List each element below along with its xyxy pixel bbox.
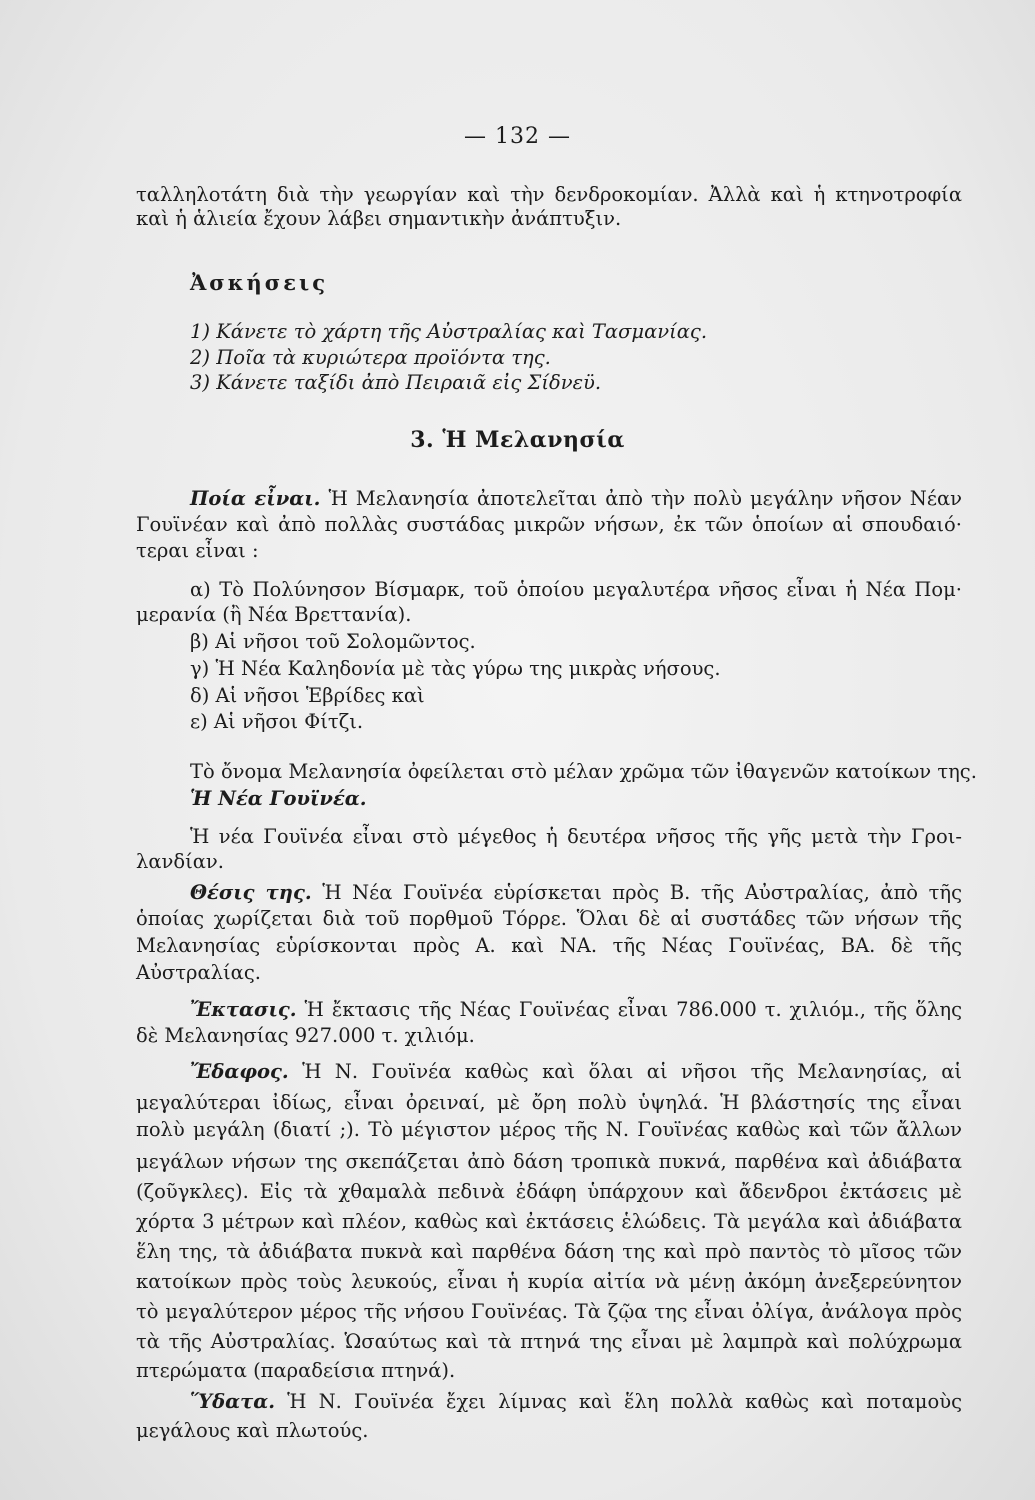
- text-line: τεραι εἶναι :: [136, 539, 259, 562]
- paragraph-line: [190, 998, 962, 1022]
- list-item: α) Τὸ Πολύνησον Βίσμαρκ, τοῦ ὁποίου μεγαλυτέρα νῆσος εἶναι ἡ Νέα Πομ·: [190, 578, 962, 601]
- paragraph-line: [190, 487, 962, 511]
- text-line: ἕλη της, τὰ ἀδιάβατα πυκνὰ καὶ παρθένα δάση της καὶ πρὸ παντὸς τὸ μῖσος τῶν: [136, 1240, 962, 1263]
- text-line: λανδίαν.: [136, 850, 224, 873]
- text-line: Αὐστραλίας.: [136, 961, 261, 984]
- paragraph-text: Ἡ ἔκτασις τῆς Νέας Γουϊνέας εἶναι 786.000 τ. χιλιόμ., τῆς ὅλης: [304, 998, 962, 1021]
- paragraph-lead: Ἔδαφος.: [190, 1060, 289, 1083]
- paragraph-text: Ἡ Μελανησία ἀποτελεῖται ἀπὸ τὴν πολὺ μεγάλην νῆσον Νέαν: [328, 487, 962, 510]
- exercise-item: 2) Ποῖα τὰ κυριώτερα προϊόντα της.: [190, 346, 551, 369]
- list-item: γ) Ἡ Νέα Καληδονία μὲ τὰς γύρω της μικρὰς νήσους.: [190, 657, 721, 680]
- text-line: κατοίκων πρὸς τοὺς λευκούς, εἶναι ἡ κυρία αἰτία νὰ μένῃ ἀκόμη ἀνεξερεύνητον: [136, 1270, 962, 1293]
- text-line: πολὺ μεγάλη (διατί ;). Τὸ μέγιστον μέρος τῆς Ν. Γουϊνέας καθὼς καὶ τῶν ἄλλων: [136, 1118, 962, 1141]
- paragraph-lead: Ὕδατα.: [190, 1390, 276, 1413]
- text-line: Γουϊνέαν καὶ ἀπὸ πολλὰς συστάδας μικρῶν νήσων, ἐκ τῶν ὁποίων αἱ σπουδαιό·: [136, 513, 962, 536]
- text-line: μεγαλύτεραι ἰδίως, εἶναι ὀρειναί, μὲ ὄρη πολὺ ὑψηλά. Ἡ βλάστησίς της εἶναι: [136, 1091, 962, 1114]
- text-line: τὰ τῆς Αὐστραλίας. Ὡσαύτως καὶ τὰ πτηνά της εἶναι μὲ λαμπρὰ καὶ πολύχρωμα: [136, 1330, 962, 1353]
- paragraph-text: Ἡ Νέα Γουϊνέα εὑρίσκεται πρὸς Β. τῆς Αὐστραλίας, ἀπὸ τῆς: [322, 881, 962, 904]
- list-item-continuation: μερανία (ἢ Νέα Βρεττανία).: [136, 603, 412, 626]
- text-line: χόρτα 3 μέτρων καὶ πλέον, καθὼς καὶ ἐκτάσεις ἑλώδεις. Τὰ μεγάλα καὶ ἀδιάβατα: [136, 1210, 962, 1233]
- text-line: μεγάλους καὶ πλωτούς.: [136, 1419, 369, 1442]
- section-title: 3. Ἡ Μελανησία: [410, 427, 625, 453]
- paragraph-lead: Θέσις της.: [190, 881, 312, 904]
- paragraph-line: [190, 1390, 962, 1414]
- text-line: Τὸ ὄνομα Μελανησία ὀφείλεται στὸ μέλαν χρῶμα τῶν ἰθαγενῶν κατοίκων της.: [190, 760, 977, 783]
- text-line: Μελανησίας εὑρίσκονται πρὸς Α. καὶ ΝΑ. τῆς Νέας Γουϊνέας, ΒΑ. δὲ τῆς: [136, 934, 962, 957]
- paragraph-text: Ἡ Ν. Γουϊνέα ἔχει λίμνας καὶ ἕλη πολλὰ καθὼς καὶ ποταμοὺς: [287, 1390, 962, 1413]
- paragraph-line: [190, 1060, 962, 1084]
- text-line: (ζοῦγκλες). Εἰς τὰ χθαμαλὰ πεδινὰ ἐδάφη ὑπάρχουν καὶ ἄδενδροι ἐκτάσεις μὲ: [136, 1180, 962, 1203]
- list-item: ε) Αἱ νῆσοι Φίτζι.: [190, 710, 364, 733]
- paragraph-text: Ἡ Ν. Γουϊνέα καθὼς καὶ ὅλαι αἱ νῆσοι τῆς Μελανησίας, αἱ: [302, 1060, 963, 1083]
- list-item: δ) Αἱ νῆσοι Ἑβρίδες καὶ: [190, 684, 425, 707]
- exercise-item: 3) Κάνετε ταξίδι ἀπὸ Πειραιᾶ εἰς Σίδνεϋ.: [190, 371, 602, 394]
- list-item: β) Αἱ νῆσοι τοῦ Σολομῶντος.: [190, 630, 476, 653]
- exercises-heading: Ἀσκήσεις: [190, 270, 328, 295]
- text-line: ταλληλοτάτη διὰ τὴν γεωργίαν καὶ τὴν δενδροκομίαν. Ἀλλὰ καὶ ἡ κτηνοτροφία: [136, 183, 962, 206]
- text-line: τὸ μεγαλύτερον μέρος τῆς νήσου Γουϊνέας. Τὰ ζῷα της εἶναι ὀλίγα, ἀνάλογα πρὸς: [136, 1300, 962, 1323]
- text-line: καὶ ἡ ἁλιεία ἔχουν λάβει σημαντικὴν ἀνάπτυξιν.: [136, 207, 622, 230]
- text-line: δὲ Μελανησίας 927.000 τ. χιλιόμ.: [136, 1024, 475, 1047]
- text-line: μεγάλων νήσων της σκεπάζεται ἀπὸ δάση τροπικὰ πυκνά, παρθένα καὶ ἀδιάβατα: [136, 1150, 962, 1173]
- page-number: — 132 —: [464, 124, 571, 149]
- subsection-heading: Ἡ Νέα Γουϊνέα.: [190, 787, 367, 810]
- exercise-item: 1) Κάνετε τὸ χάρτη τῆς Αὐστραλίας καὶ Τασμανίας.: [190, 320, 708, 343]
- text-line: Ἡ νέα Γουϊνέα εἶναι στὸ μέγεθος ἡ δευτέρα νῆσος τῆς γῆς μετὰ τὴν Γροι-: [190, 825, 962, 848]
- paragraph-line: [190, 881, 962, 905]
- paragraph-lead: Ποία εἶναι.: [190, 487, 321, 510]
- text-line: πτερώματα (παραδείσια πτηνά).: [136, 1359, 456, 1382]
- paragraph-lead: Ἔκτασις.: [190, 998, 297, 1021]
- text-line: ὁποίας χωρίζεται διὰ τοῦ πορθμοῦ Τόρρε. Ὅλαι δὲ αἱ συστάδες τῶν νήσων τῆς: [136, 907, 962, 930]
